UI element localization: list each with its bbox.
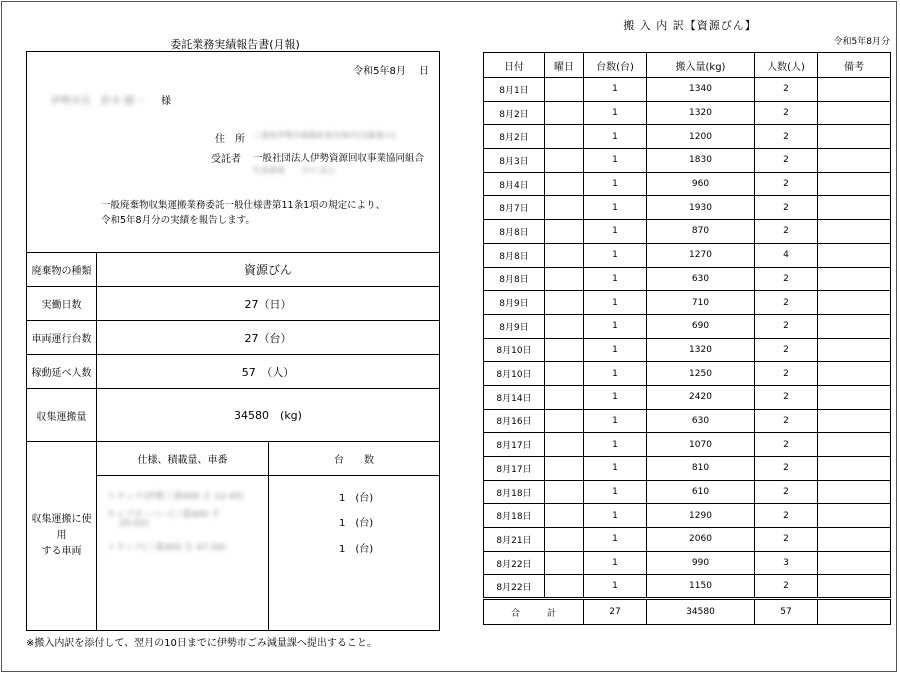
row-vehicles: 1 (584, 291, 647, 315)
table-row (484, 267, 891, 291)
table-row (484, 575, 891, 599)
header-weekday: 曜日 (545, 53, 584, 78)
row-note (818, 149, 891, 173)
row-vehicles: 1 (584, 480, 647, 504)
total-label: 合 計 (484, 599, 584, 625)
table-row (484, 196, 891, 220)
row-people: 2 (755, 291, 818, 315)
row-weekday (545, 409, 584, 433)
waste-type-label: 廃棄物の種類 (27, 253, 97, 286)
header-amount: 搬入量(kg) (647, 53, 755, 78)
breakdown-title: 搬 入 内 訳【資源びん】 (623, 19, 757, 32)
table-row (484, 338, 891, 362)
table-row (484, 433, 891, 457)
row-people: 2 (755, 504, 818, 528)
row-working-days (27, 287, 439, 321)
row-people: 2 (755, 267, 818, 291)
row-weekday (545, 575, 584, 599)
row-people: 2 (755, 575, 818, 599)
row-date: 8月22日 (484, 575, 545, 599)
row-vehicle-runs (27, 321, 439, 355)
table-row (484, 528, 891, 552)
row-weekday (545, 385, 584, 409)
row-date: 8月21日 (484, 528, 545, 552)
row-weekday (545, 267, 584, 291)
breakdown-table (483, 52, 891, 625)
working-days-label: 実働日数 (27, 287, 97, 320)
row-vehicles: 1 (584, 551, 647, 575)
row-date: 8月8日 (484, 243, 545, 267)
table-row (484, 551, 891, 575)
contractor-name: 一般社団法人伊勢資源回収事業協同組合 (253, 153, 425, 164)
row-date: 8月17日 (484, 433, 545, 457)
person-days-label: 稼動延べ人数 (27, 355, 97, 388)
row-amount: 690 (647, 314, 755, 338)
vehicle-divider (268, 476, 269, 630)
row-note (818, 385, 891, 409)
row-date: 8月18日 (484, 504, 545, 528)
row-amount: 1830 (647, 149, 755, 173)
row-note (818, 338, 891, 362)
table-row (484, 220, 891, 244)
row-weekday (545, 220, 584, 244)
vehicle-label-line-2: する車両 (41, 546, 82, 557)
row-weekday (545, 196, 584, 220)
footnote: ※搬入内訳を添付して、翌月の10日までに伊勢市ごみ減量課へ提出すること。 (26, 638, 377, 649)
row-collection-amount (27, 389, 439, 442)
breakdown-body (484, 78, 891, 599)
row-note (818, 480, 891, 504)
row-date: 8月16日 (484, 409, 545, 433)
report-date: 令和5年8月 日 (353, 66, 429, 77)
report-header (27, 52, 439, 253)
table-row (484, 172, 891, 196)
row-vehicles: 1 (584, 504, 647, 528)
total-row (484, 599, 891, 625)
table-row (484, 362, 891, 386)
row-date: 8月1日 (484, 78, 545, 102)
row-amount: 1290 (647, 504, 755, 528)
row-note (818, 575, 891, 599)
row-date: 8月10日 (484, 362, 545, 386)
row-amount: 870 (647, 220, 755, 244)
row-weekday (545, 149, 584, 173)
vehicle-runs-value: 27（台） (244, 331, 292, 345)
table-row (484, 125, 891, 149)
row-amount: 2060 (647, 528, 755, 552)
working-days-value: 27（日） (244, 297, 292, 311)
row-date: 8月18日 (484, 480, 545, 504)
row-vehicles: 1 (584, 78, 647, 102)
table-row (484, 385, 891, 409)
spec-header: 仕様、積載量、車番 (97, 442, 269, 475)
header-people: 人数(人) (755, 53, 818, 78)
row-weekday (545, 457, 584, 481)
table-row (484, 291, 891, 315)
row-people: 2 (755, 433, 818, 457)
row-weekday (545, 362, 584, 386)
row-amount: 990 (647, 551, 755, 575)
row-weekday (545, 314, 584, 338)
total-note (818, 599, 891, 625)
row-note (818, 433, 891, 457)
row-people: 2 (755, 314, 818, 338)
row-amount: 610 (647, 480, 755, 504)
header-vehicles: 台数(台) (584, 53, 647, 78)
row-weekday (545, 172, 584, 196)
statement-line-1: 一般廃棄物収集運搬業務委託一般仕様書第11条1項の規定により、 (101, 200, 386, 211)
table-row (484, 409, 891, 433)
row-amount: 710 (647, 291, 755, 315)
row-date: 8月17日 (484, 457, 545, 481)
row-weekday (545, 528, 584, 552)
row-people: 2 (755, 362, 818, 386)
row-amount: 810 (647, 457, 755, 481)
row-note (818, 551, 891, 575)
row-vehicles: 1 (584, 338, 647, 362)
collection-amount-value: 34580 (kg) (234, 409, 302, 422)
addressee-name: 伊勢市長 鈴木 健一 (51, 96, 145, 107)
row-note (818, 78, 891, 102)
row-amount: 1320 (647, 338, 755, 362)
statement-line-2: 令和5年8月分の実績を報告します。 (101, 215, 255, 226)
row-date: 8月3日 (484, 149, 545, 173)
total-vehicles: 27 (584, 599, 647, 625)
row-note (818, 125, 891, 149)
row-vehicles: 1 (584, 267, 647, 291)
address-label: 住 所 (215, 134, 245, 145)
row-weekday (545, 338, 584, 362)
row-vehicles: 1 (584, 243, 647, 267)
row-note (818, 362, 891, 386)
row-note (818, 243, 891, 267)
table-row (484, 78, 891, 102)
vehicle-section-label (27, 442, 97, 630)
row-date: 8月7日 (484, 196, 545, 220)
row-note (818, 101, 891, 125)
row-vehicles: 1 (584, 457, 647, 481)
row-vehicles: 1 (584, 172, 647, 196)
row-note (818, 528, 891, 552)
row-weekday (545, 480, 584, 504)
row-date: 8月10日 (484, 338, 545, 362)
address-value: 三重県伊勢市朝熊町県有林内13番地の1 (253, 131, 397, 140)
row-vehicles: 1 (584, 409, 647, 433)
row-note (818, 314, 891, 338)
row-amount: 1070 (647, 433, 755, 457)
row-date: 8月14日 (484, 385, 545, 409)
row-amount: 1930 (647, 196, 755, 220)
vehicle-count: 1 (台) (339, 544, 374, 555)
collection-amount-label: 収集運搬量 (27, 389, 97, 441)
row-note (818, 291, 891, 315)
row-note (818, 267, 891, 291)
vehicle-spec: キャブオーバー(三重400 す (107, 510, 221, 520)
row-weekday (545, 433, 584, 457)
row-vehicles: 1 (584, 314, 647, 338)
report-form (26, 51, 440, 631)
waste-type-value: 資源びん (243, 263, 292, 277)
row-note (818, 172, 891, 196)
row-people: 2 (755, 480, 818, 504)
vehicle-section (27, 442, 439, 630)
row-people: 2 (755, 78, 818, 102)
row-people: 3 (755, 551, 818, 575)
row-weekday (545, 291, 584, 315)
row-vehicles: 1 (584, 101, 647, 125)
table-row (484, 314, 891, 338)
vehicle-count: 1 (台) (339, 518, 374, 529)
row-people: 2 (755, 149, 818, 173)
row-weekday (545, 504, 584, 528)
row-vehicles: 1 (584, 433, 647, 457)
row-note (818, 457, 891, 481)
row-amount: 1250 (647, 362, 755, 386)
row-amount: 1200 (647, 125, 755, 149)
row-note (818, 504, 891, 528)
row-date: 8月9日 (484, 291, 545, 315)
row-people: 4 (755, 243, 818, 267)
row-amount: 1340 (647, 78, 755, 102)
row-vehicles: 1 (584, 220, 647, 244)
row-vehicles: 1 (584, 575, 647, 599)
row-date: 8月8日 (484, 267, 545, 291)
table-row (484, 504, 891, 528)
table-row (484, 457, 891, 481)
row-date: 8月9日 (484, 314, 545, 338)
addressee-suffix: 様 (161, 96, 171, 107)
row-people: 2 (755, 220, 818, 244)
row-weekday (545, 78, 584, 102)
row-people: 2 (755, 338, 818, 362)
row-weekday (545, 101, 584, 125)
row-amount: 630 (647, 409, 755, 433)
row-people: 2 (755, 172, 818, 196)
row-people: 2 (755, 101, 818, 125)
row-vehicles: 1 (584, 362, 647, 386)
table-row (484, 101, 891, 125)
row-weekday (545, 551, 584, 575)
row-weekday (545, 243, 584, 267)
row-people: 2 (755, 409, 818, 433)
vehicle-label-line-1: 収集運搬に使用 (31, 514, 92, 541)
header-notes: 備考 (818, 53, 891, 78)
row-amount: 1270 (647, 243, 755, 267)
total-people: 57 (755, 599, 818, 625)
breakdown-month: 令和5年8月分 (833, 37, 890, 47)
row-amount: 1150 (647, 575, 755, 599)
vehicle-spec: トラック(伊勢三重400 さ 12-45) (107, 492, 244, 502)
table-row (484, 149, 891, 173)
row-amount: 630 (647, 267, 755, 291)
header-date: 日付 (484, 53, 545, 78)
row-date: 8月2日 (484, 101, 545, 125)
row-note (818, 196, 891, 220)
vehicle-table-body (97, 476, 439, 630)
row-date: 8月4日 (484, 172, 545, 196)
row-note (818, 220, 891, 244)
report-title: 委託業務実績報告書(月報) (170, 38, 300, 51)
row-vehicles: 1 (584, 125, 647, 149)
vehicle-table-header (97, 442, 439, 476)
row-people: 2 (755, 125, 818, 149)
row-waste-type (27, 253, 439, 287)
count-header: 台 数 (334, 455, 374, 466)
row-people: 2 (755, 385, 818, 409)
row-vehicles: 1 (584, 385, 647, 409)
person-days-value: 57 （人） (241, 365, 295, 379)
row-note (818, 409, 891, 433)
row-date: 8月8日 (484, 220, 545, 244)
table-row (484, 480, 891, 504)
representative: 代表理事 平川 浩之 (253, 166, 336, 175)
vehicle-count: 1 (台) (339, 493, 374, 504)
row-vehicles: 1 (584, 149, 647, 173)
row-people: 2 (755, 457, 818, 481)
row-amount: 960 (647, 172, 755, 196)
table-row (484, 243, 891, 267)
vehicle-spec-cont: 20-02) (119, 519, 149, 529)
row-amount: 1320 (647, 101, 755, 125)
vehicle-spec: トラック(三重400 な 47-34) (107, 543, 226, 553)
contractor-label: 受託者 (211, 154, 241, 165)
row-date: 8月22日 (484, 551, 545, 575)
total-amount: 34580 (647, 599, 755, 625)
row-vehicles: 1 (584, 528, 647, 552)
row-vehicles: 1 (584, 196, 647, 220)
row-people: 2 (755, 196, 818, 220)
row-amount: 2420 (647, 385, 755, 409)
row-date: 8月2日 (484, 125, 545, 149)
vehicle-runs-label: 車両運行台数 (27, 321, 97, 354)
row-people: 2 (755, 528, 818, 552)
row-weekday (545, 125, 584, 149)
breakdown-header-row (484, 53, 891, 78)
row-person-days (27, 355, 439, 389)
